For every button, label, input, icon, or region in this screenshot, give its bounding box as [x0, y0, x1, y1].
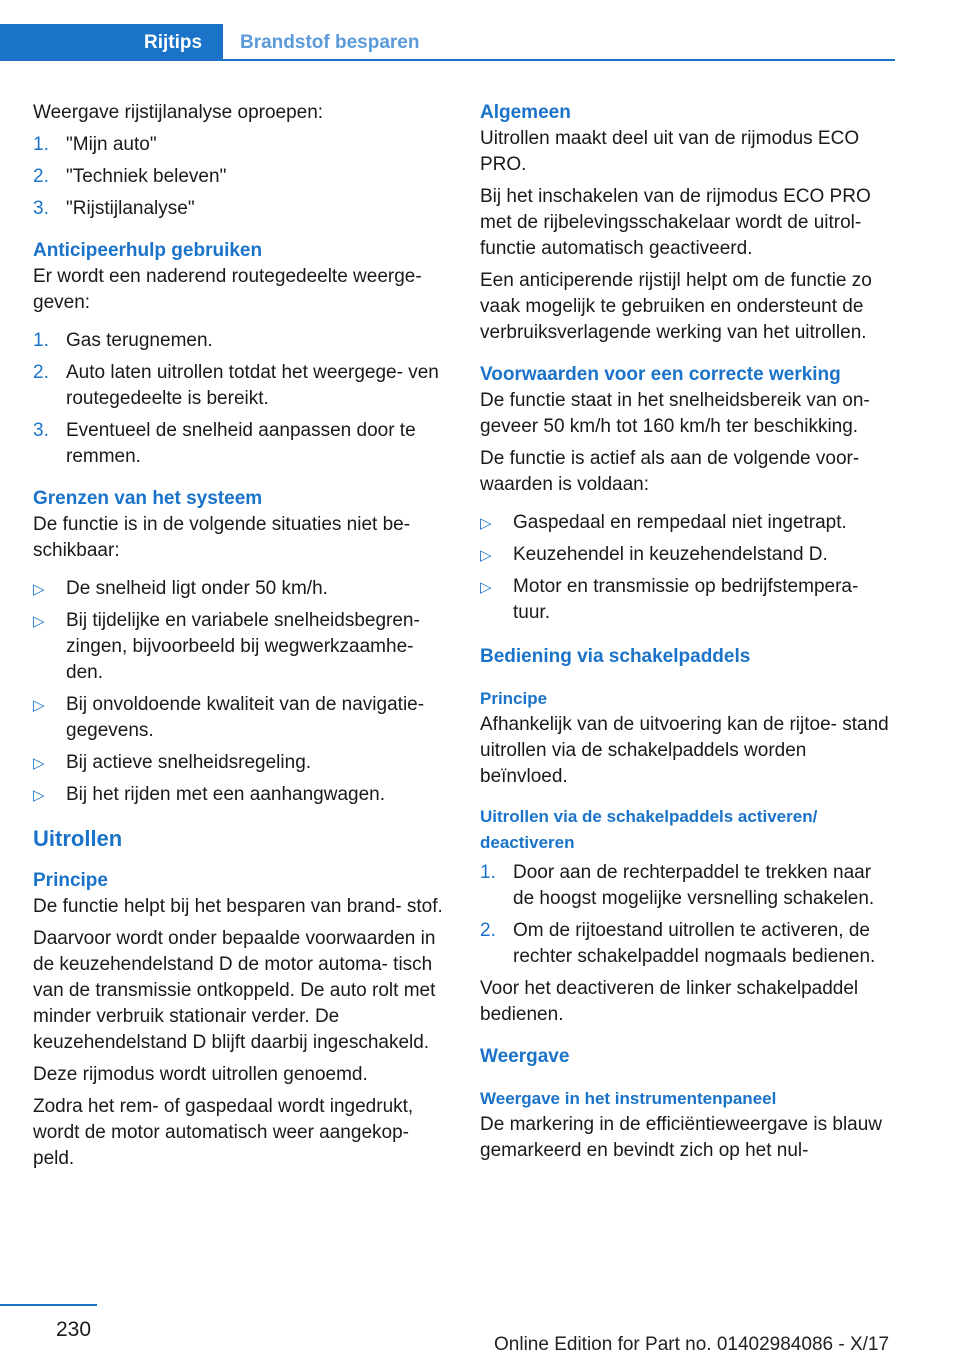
- paragraph: Uitrollen maakt deel uit van de rijmodus ECO PRO.: [480, 128, 860, 175]
- step-text: "Techniek beleven": [66, 166, 227, 187]
- heading-uitrollen: Uitrollen: [33, 826, 123, 851]
- heading-anticipeerhulp: Anticipeerhulp gebruiken: [33, 240, 263, 261]
- bullet-text: Motor en transmissie op bedrijfstempera‐ tuur.: [513, 576, 859, 623]
- step-number: 2.: [33, 362, 49, 383]
- bullet-text: De snelheid ligt onder 50 km/h.: [66, 578, 328, 599]
- intro-text: Weergave rijstijlanalyse oproepen:: [33, 102, 324, 123]
- paragraph: Deze rijmodus wordt uitrollen genoemd.: [33, 1064, 368, 1085]
- step-number: 1.: [33, 134, 49, 155]
- left-column: [33, 100, 449, 1178]
- triangle-bullet-icon: ▷: [33, 613, 45, 630]
- step-text: Auto laten uitrollen totdat het weergege‐ ven routegedeelte is bereikt.: [66, 362, 439, 409]
- triangle-bullet-icon: ▷: [33, 755, 45, 772]
- list-item: [33, 608, 449, 686]
- paragraph: Daarvoor wordt onder bepaalde voorwaarden in de keuzehendelstand D de motor automa‐ tisch van de transmissie ontkoppeld. De auto rolt met minder verbruik stationair verder. De keuzehendelstand D blijft daarbij ingeschakeld.: [33, 928, 436, 1053]
- list-item: [480, 918, 896, 970]
- paragraph: Afhankelijk van de uitvoering kan de rijtoe‐ stand uitrollen via de schakelpaddels worden beïnvloed.: [480, 714, 889, 787]
- paragraph: De functie is actief als aan de volgende voor‐ waarden is voldaan:: [480, 448, 860, 495]
- paragraph: De functie staat in het snelheidsbereik van on‐ geveer 50 km/h tot 160 km/h ter beschikking.: [480, 390, 870, 437]
- paragraph: Er wordt een naderend routegedeelte weerge‐ geven:: [33, 266, 422, 313]
- step-text: "Rijstijlanalyse": [66, 198, 195, 219]
- edition-text: Online Edition for Part no. 01402984086 - X/17: [494, 1334, 890, 1355]
- paragraph: De markering in de efficiëntieweergave is blauw gemarkeerd en bevindt zich op het nul‐: [480, 1114, 883, 1161]
- step-number: 1.: [33, 330, 49, 351]
- header-divider: [0, 59, 895, 61]
- triangle-bullet-icon: ▷: [480, 547, 492, 564]
- tab-brandstof-besparen-label: Brandstof besparen: [240, 32, 420, 53]
- bullet-text: Bij tijdelijke en variabele snelheidsbegren‐ zingen, bijvoorbeeld bij wegwerkzaamhe‐ den.: [66, 610, 420, 683]
- step-number: 2.: [33, 166, 49, 187]
- triangle-bullet-icon: ▷: [33, 787, 45, 804]
- triangle-bullet-icon: ▷: [33, 697, 45, 714]
- step-number: 3.: [33, 198, 49, 219]
- step-text: Om de rijtoestand uitrollen te activeren, de rechter schakelpaddel nogmaals bedienen.: [513, 920, 876, 967]
- triangle-bullet-icon: ▷: [480, 515, 492, 532]
- list-item: [33, 164, 449, 190]
- bullet-list-2: [480, 510, 896, 626]
- steps-list-1: [33, 132, 449, 222]
- list-item: [480, 510, 896, 536]
- heading-bediening: Bediening via schakelpaddels: [480, 646, 751, 667]
- heading-principe: Principe: [480, 689, 548, 708]
- heading-voorwaarden: Voorwaarden voor een correcte werking: [480, 364, 841, 385]
- heading-weergave: Weergave: [480, 1046, 570, 1067]
- heading-algemeen: Algemeen: [480, 102, 571, 123]
- list-item: [33, 576, 449, 602]
- tab-rijtips-label: Rijtips: [144, 32, 203, 53]
- bullet-text: Bij het rijden met een aanhangwagen.: [66, 784, 386, 805]
- triangle-bullet-icon: ▷: [480, 579, 492, 596]
- list-item: [480, 542, 896, 568]
- list-item: [480, 574, 896, 626]
- list-item: [33, 328, 449, 354]
- bullet-text: Gaspedaal en rempedaal niet ingetrapt.: [513, 512, 847, 533]
- page-number: 230: [56, 1318, 92, 1341]
- heading-activeren: Uitrollen via de schakelpaddels activeren/ deactiveren: [480, 807, 818, 852]
- list-item: [33, 750, 449, 776]
- heading-grenzen: Grenzen van het systeem: [33, 488, 263, 509]
- step-number: 3.: [33, 420, 49, 441]
- bullet-text: Bij onvoldoende kwaliteit van de navigatie‐ gegevens.: [66, 694, 425, 741]
- heading-instrumentenpaneel: Weergave in het instrumentenpaneel: [480, 1089, 777, 1108]
- step-text: Door aan de rechterpaddel te trekken naar de hoogst mogelijke versnelling schakelen.: [513, 862, 875, 909]
- right-column: [480, 100, 896, 1170]
- paragraph: De functie helpt bij het besparen van brand‐ stof.: [33, 896, 443, 917]
- list-item: [33, 418, 449, 470]
- triangle-bullet-icon: ▷: [33, 581, 45, 598]
- bullet-list-1: [33, 576, 449, 808]
- step-number: 2.: [480, 920, 496, 941]
- list-item: [33, 692, 449, 744]
- tab-brandstof-besparen[interactable]: [240, 24, 419, 61]
- paragraph: De functie is in de volgende situaties niet be‐ schikbaar:: [33, 514, 411, 561]
- bullet-text: Bij actieve snelheidsregeling.: [66, 752, 312, 773]
- step-number: 1.: [480, 862, 496, 883]
- bullet-text: Keuzehendel in keuzehendelstand D.: [513, 544, 828, 565]
- footer-divider: [0, 1304, 97, 1306]
- step-text: Gas terugnemen.: [66, 330, 213, 351]
- list-item: [33, 360, 449, 412]
- steps-list-3: [480, 860, 896, 970]
- paragraph: Een anticiperende rijstijl helpt om de functie zo vaak mogelijk te gebruiken en ondersteunt de verbruiksverlagende werking van het uitrollen.: [480, 270, 872, 343]
- steps-list-2: [33, 328, 449, 470]
- list-item: [33, 782, 449, 808]
- list-item: [480, 860, 896, 912]
- list-item: [33, 196, 449, 222]
- heading-principe: Principe: [33, 870, 108, 891]
- paragraph: Voor het deactiveren de linker schakelpaddel bedienen.: [480, 978, 859, 1025]
- step-text: "Mijn auto": [66, 134, 157, 155]
- tab-rijtips[interactable]: [0, 24, 223, 61]
- paragraph: Zodra het rem- of gaspedaal wordt ingedrukt, wordt de motor automatisch weer aangekop‐ peld.: [33, 1096, 414, 1169]
- step-text: Eventueel de snelheid aanpassen door te remmen.: [66, 420, 416, 467]
- list-item: [33, 132, 449, 158]
- paragraph: Bij het inschakelen van de rijmodus ECO PRO met de rijbelevingsschakelaar wordt de uitrol‐ functie automatisch geactiveerd.: [480, 186, 871, 259]
